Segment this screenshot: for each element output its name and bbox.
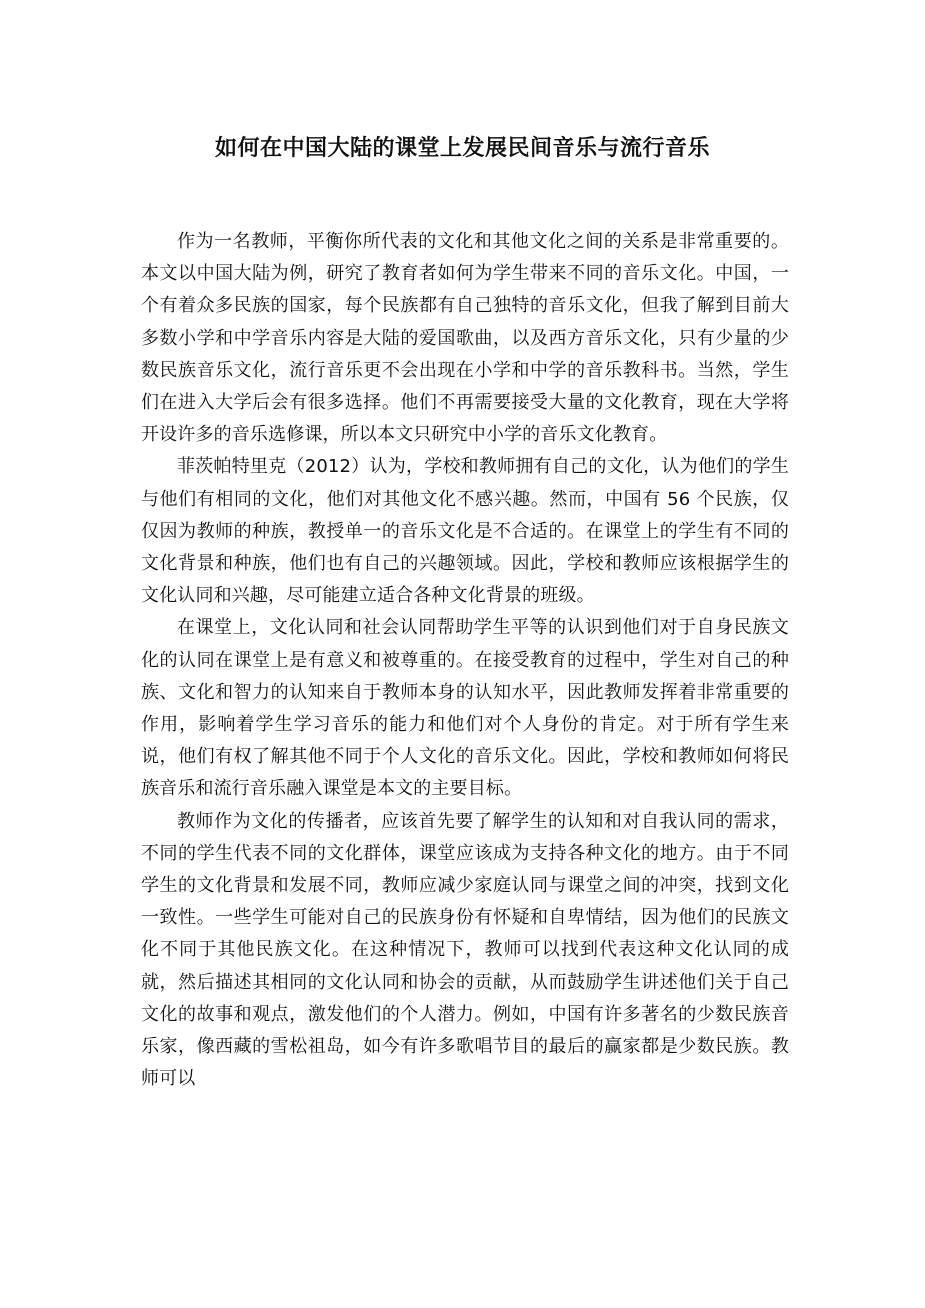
paragraph-1: 作为一名教师，平衡你所代表的文化和其他文化之间的关系是非常重要的。本文以中国大陆为例，研究了教育者如何为学生带来不同的音乐文化。中国，一个有着众多民族的国家，每个民族都有自己独特的音乐文化，但我了解到目前大多数小学和中学音乐内容是大陆的爱国歌曲，以及西方音乐文化，只有少量的少数民族音乐文化，流行音乐更不会出现在小学和中学的音乐教科书。当然，学生们在进入大学后会有很多选择。他们不再需要接受大量的文化教育，现在大学将开设许多的音乐选修课，所以本文只研究中小学的音乐文化教育。 — [141, 231, 789, 446]
document-title: 如何在中国大陆的课堂上发展民间音乐与流行音乐 — [214, 136, 710, 161]
document-body — [141, 226, 789, 1095]
paragraph-3: 在课堂上，文化认同和社会认同帮助学生平等的认识到他们对于自身民族文化的认同在课堂上是有意义和被尊重的。在接受教育的过程中，学生对自己的种族、文化和智力的认知来自于教师本身的认知水平，因此教师发挥着非常重要的作用，影响着学生学习音乐的能力和他们对个人身份的肯定。对于所有学生来说，他们有权了解其他不同于个人文化的音乐文化。因此，学校和教师如何将民族音乐和流行音乐融入课堂是本文的主要目标。 — [141, 617, 789, 800]
paragraph-4: 教师作为文化的传播者，应该首先要了解学生的认知和对自我认同的需求，不同的学生代表不同的文化群体，课堂应该成为支持各种文化的地方。由于不同学生的文化背景和发展不同，教师应减少家庭认同与课堂之间的冲突，找到文化一致性。一些学生可能对自己的民族身份有怀疑和自卑情结，因为他们的民族文化不同于其他民族文化。在这种情况下，教师可以找到代表这种文化认同的成就，然后描述其相同的文化认同和协会的贡献，从而鼓励学生讲述他们关于自己文化的故事和观点，激发他们的个人潜力。例如，中国有许多著名的少数民族音乐家，像西藏的雪松祖岛，如今有许多歌唱节目的最后的赢家都是少数民族。教师可以 — [141, 810, 789, 1090]
paragraph-2: 菲茨帕特里克（2012）认为，学校和教师拥有自己的文化，认为他们的学生与他们有相同的文化，他们对其他文化不感兴趣。然而，中国有 56 个民族，仅仅因为教师的种族，教授单一的音乐文化是不合适的。在课堂上的学生有不同的文化背景和种族，他们也有自己的兴趣领域。因此，学校和教师应该根据学生的文化认同和兴趣，尽可能建立适合各种文化背景的班级。 — [141, 456, 789, 607]
